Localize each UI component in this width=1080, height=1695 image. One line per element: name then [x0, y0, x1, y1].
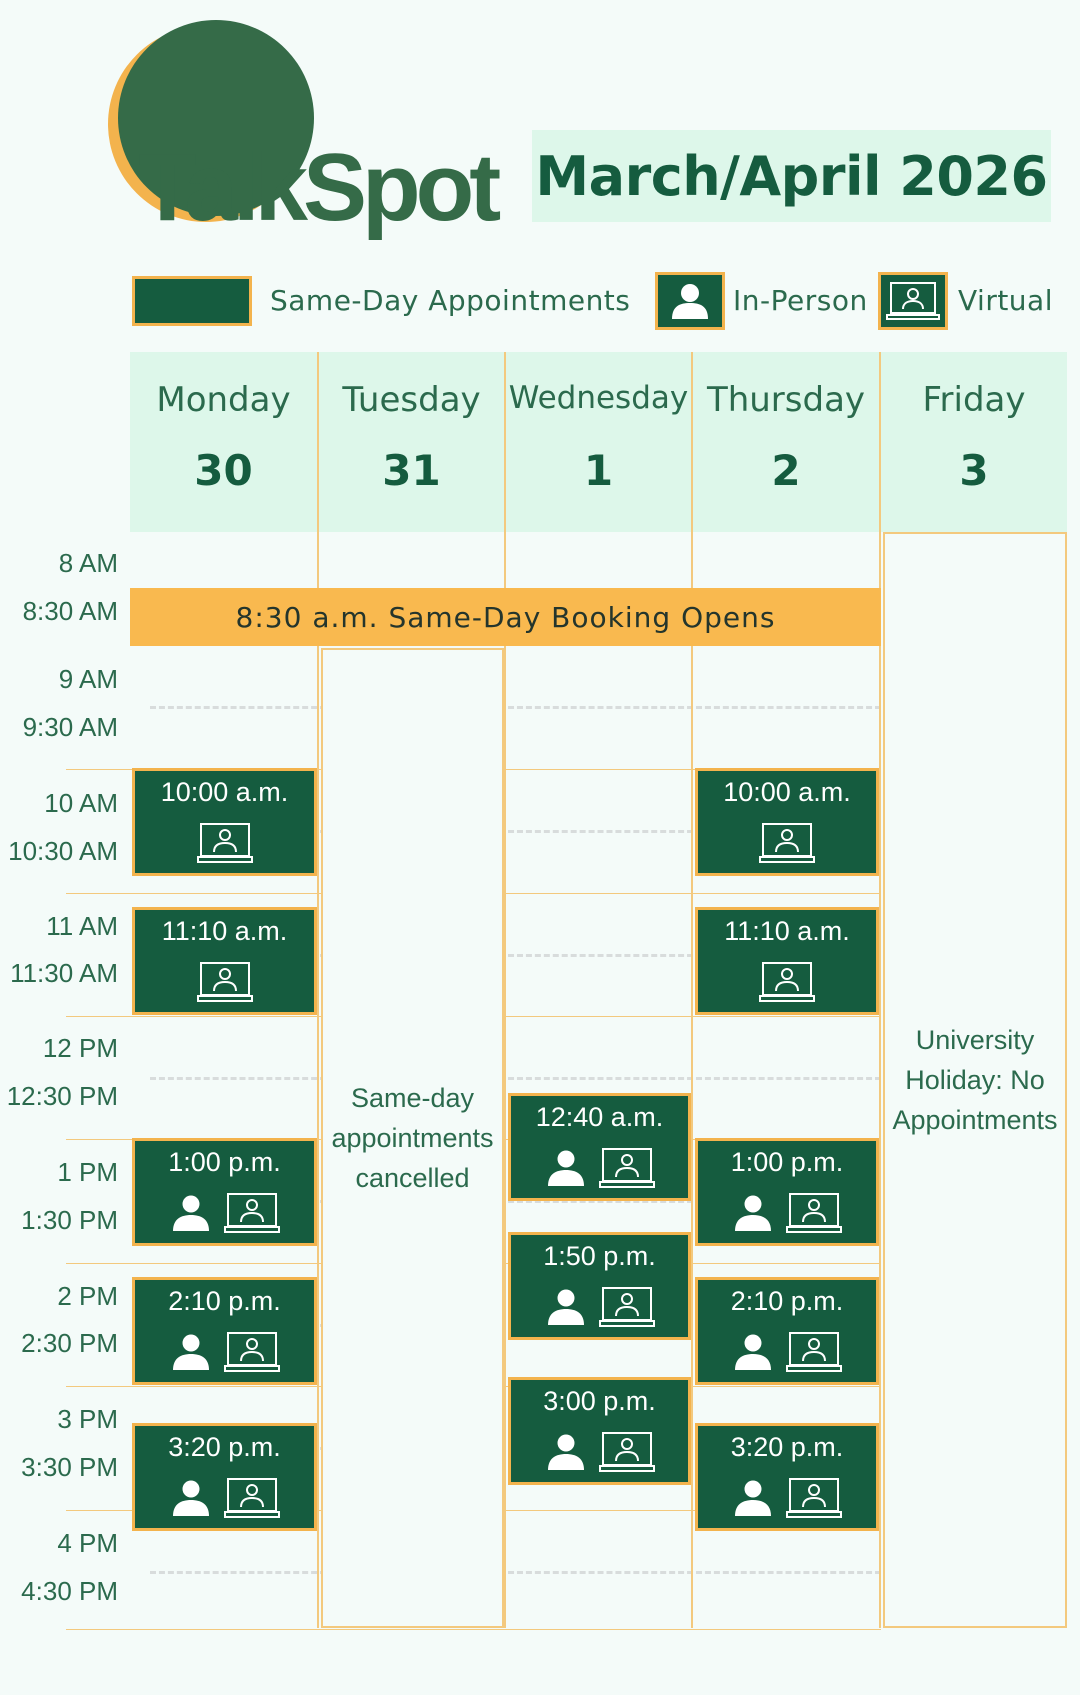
- day-name: Monday: [156, 380, 291, 420]
- day-date: 3: [959, 446, 989, 495]
- person-icon: [545, 1285, 587, 1333]
- friday-holiday-cell: [883, 532, 1067, 1628]
- time-label: 8:30 AM: [22, 596, 118, 626]
- time-label: 9 AM: [58, 664, 118, 694]
- laptop-person-icon: [599, 1285, 655, 1333]
- appointment-slot[interactable]: [508, 1232, 691, 1340]
- slot-mode-icons: [698, 1191, 876, 1239]
- time-label: 3:30 PM: [21, 1452, 118, 1482]
- day-header-tuesday: [319, 352, 506, 532]
- time-label: 1:30 PM: [21, 1205, 118, 1235]
- laptop-person-icon: [759, 960, 815, 1008]
- laptop-person-icon: [197, 821, 253, 869]
- slot-time: 11:10 a.m.: [724, 916, 850, 946]
- slot-mode-icons: [135, 1330, 314, 1378]
- laptop-person-icon: [599, 1146, 655, 1194]
- slot-time: 3:00 p.m.: [543, 1386, 656, 1416]
- slot-mode-icons: [698, 1476, 876, 1524]
- time-label: 10:30 AM: [8, 836, 118, 866]
- person-icon: [170, 1476, 212, 1524]
- appointment-slot[interactable]: [132, 1138, 317, 1246]
- day-name: Tuesday: [342, 380, 481, 420]
- slot-time: 3:20 p.m.: [730, 1432, 844, 1462]
- slot-mode-icons: [511, 1430, 688, 1478]
- laptop-person-icon: [224, 1330, 280, 1378]
- appointment-slot[interactable]: [132, 1277, 317, 1385]
- slot-time: 10:00 a.m.: [723, 777, 851, 807]
- same-day-booking-banner: [130, 588, 881, 646]
- legend-in-person-label: In-Person: [733, 284, 868, 317]
- appointment-slot[interactable]: [695, 1138, 879, 1246]
- same-day-swatch: [132, 276, 252, 326]
- day-date: 2: [771, 446, 801, 495]
- time-label: 12:30 PM: [6, 1081, 118, 1111]
- slot-mode-icons: [135, 821, 314, 869]
- day-date: 31: [382, 446, 441, 495]
- legend-virtual-label: Virtual: [958, 284, 1053, 317]
- appointment-slot[interactable]: [695, 1423, 879, 1531]
- slot-mode-icons: [135, 1476, 314, 1524]
- appointment-slot[interactable]: [695, 768, 879, 876]
- appointment-slot[interactable]: [695, 1277, 879, 1385]
- time-label: 4:30 PM: [21, 1576, 118, 1606]
- day-header-friday: [881, 352, 1067, 532]
- slot-time: 2:10 p.m.: [168, 1286, 281, 1316]
- slot-time: 1:00 p.m.: [730, 1147, 844, 1177]
- person-icon: [655, 272, 725, 330]
- slot-time: 11:10 a.m.: [161, 916, 288, 946]
- month-title-box: [532, 130, 1051, 222]
- time-label: 4 PM: [57, 1528, 118, 1558]
- laptop-person-icon: [878, 272, 948, 330]
- time-label: 12 PM: [42, 1033, 118, 1063]
- tuesday-cancelled-note: Same-day appointments cancelled: [331, 1083, 494, 1193]
- slot-mode-icons: [135, 1191, 314, 1239]
- person-icon: [545, 1430, 587, 1478]
- slot-time: 10:00 a.m.: [160, 777, 289, 807]
- person-icon: [170, 1330, 212, 1378]
- time-label: 8 AM: [58, 548, 118, 578]
- person-icon: [545, 1146, 587, 1194]
- laptop-person-icon: [786, 1191, 842, 1239]
- time-label: 1 PM: [57, 1157, 118, 1187]
- time-label: 11 AM: [46, 911, 118, 941]
- slot-time: 3:20 p.m.: [168, 1432, 281, 1462]
- tuesday-cancelled-cell: [321, 648, 504, 1628]
- slot-mode-icons: [511, 1146, 688, 1194]
- slot-time: 2:10 p.m.: [730, 1286, 844, 1316]
- laptop-person-icon: [197, 960, 253, 1008]
- person-icon: [170, 1191, 212, 1239]
- appointment-slot[interactable]: [132, 768, 317, 876]
- day-name: Friday: [922, 380, 1026, 420]
- day-name: Wednesday: [508, 380, 689, 416]
- slot-mode-icons: [135, 960, 314, 1008]
- laptop-person-icon: [786, 1330, 842, 1378]
- laptop-person-icon: [224, 1191, 280, 1239]
- logo-wordmark: TalkSpot: [138, 134, 497, 241]
- day-header-thursday: [693, 352, 881, 532]
- talkspot-logo: [108, 20, 508, 250]
- time-label: 11:30 AM: [10, 958, 118, 988]
- appointment-slot[interactable]: [508, 1093, 691, 1201]
- laptop-person-icon: [786, 1476, 842, 1524]
- time-label: 2:30 PM: [21, 1328, 118, 1358]
- slot-mode-icons: [698, 960, 876, 1008]
- person-icon: [732, 1330, 774, 1378]
- appointment-slot[interactable]: [132, 907, 317, 1015]
- time-label: 9:30 AM: [22, 712, 118, 742]
- time-label: 3 PM: [57, 1404, 118, 1434]
- booking-banner-text: 8:30 a.m. Same-Day Booking Opens: [235, 600, 776, 634]
- day-date: 1: [583, 446, 614, 495]
- slot-mode-icons: [698, 1330, 876, 1378]
- time-label: 2 PM: [57, 1281, 118, 1311]
- friday-holiday-note: University Holiday: No Appointments: [892, 1025, 1058, 1135]
- legend-same-day-label: Same-Day Appointments: [270, 284, 631, 317]
- laptop-person-icon: [599, 1430, 655, 1478]
- time-label: 10 AM: [44, 788, 118, 818]
- slot-time: 1:50 p.m.: [543, 1241, 656, 1271]
- day-header-wednesday: [506, 352, 693, 532]
- laptop-person-icon: [759, 821, 815, 869]
- slot-mode-icons: [511, 1285, 688, 1333]
- day-name: Thursday: [706, 380, 866, 420]
- person-icon: [732, 1191, 774, 1239]
- appointment-slot[interactable]: [508, 1377, 691, 1485]
- day-date: 30: [194, 446, 253, 495]
- page-title: March/April 2026: [535, 144, 1048, 208]
- day-header-monday: [130, 352, 319, 532]
- laptop-person-icon: [224, 1476, 280, 1524]
- appointment-slot[interactable]: [132, 1423, 317, 1531]
- slot-time: 12:40 a.m.: [535, 1102, 664, 1132]
- slot-time: 1:00 p.m.: [168, 1147, 281, 1177]
- slot-mode-icons: [698, 821, 876, 869]
- appointment-slot[interactable]: [695, 907, 879, 1015]
- person-icon: [732, 1476, 774, 1524]
- hour-gridline: [66, 1629, 881, 1630]
